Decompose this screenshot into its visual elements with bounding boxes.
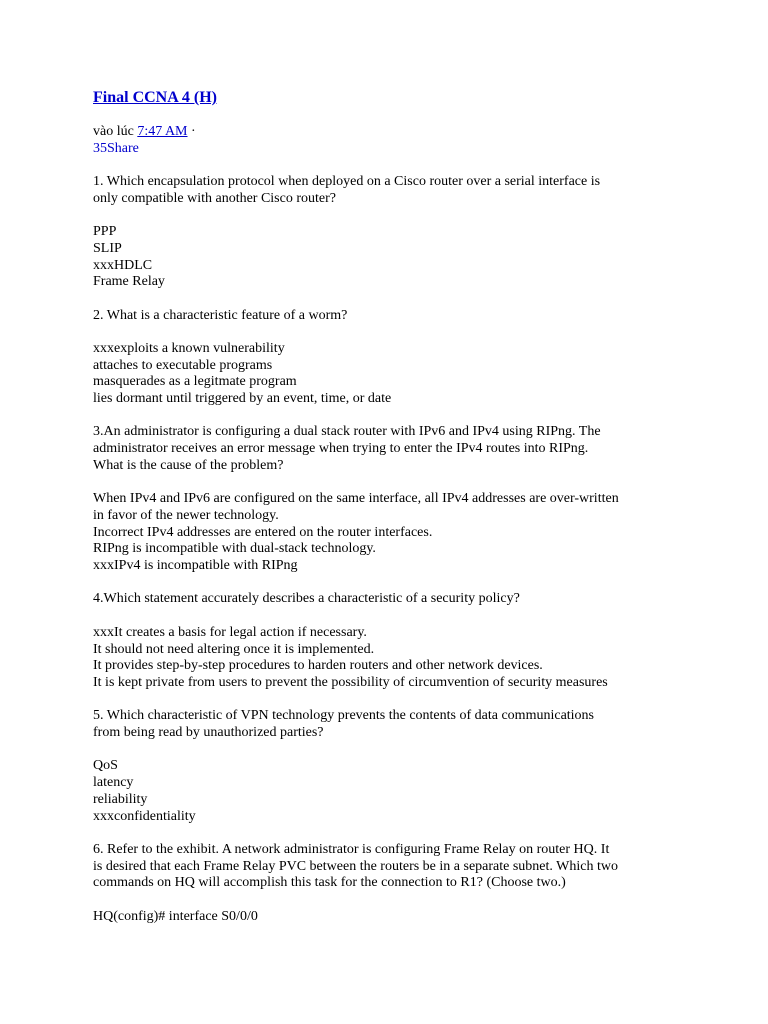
meta-prefix: vào lúc xyxy=(93,124,138,139)
share-link[interactable]: 35Share xyxy=(93,141,139,156)
text-line: 1. Which encapsulation protocol when deployed on a Cisco router over a serial interface is xyxy=(93,174,601,189)
content-block xyxy=(93,491,693,575)
content-block xyxy=(93,341,693,408)
text-line: is desired that each Frame Relay PVC between the routers be in a separate subnet. Which two xyxy=(93,858,618,874)
text-line: xxxconfidentiality xyxy=(93,808,196,824)
content-block xyxy=(93,708,693,741)
text-line: masquerades as a legitmate program xyxy=(93,374,297,390)
post-content xyxy=(93,174,693,942)
text-line: xxxIt creates a basis for legal action if necessary. xyxy=(93,624,367,640)
post-title-link[interactable]: Final CCNA 4 (H) xyxy=(93,89,217,106)
content-block xyxy=(93,308,693,325)
text-line: in favor of the newer technology. xyxy=(93,507,279,523)
text-line: latency xyxy=(93,775,134,791)
text-line: HQ(config)# interface S0/0/0 xyxy=(93,908,258,924)
text-line: attaches to executable programs xyxy=(93,357,273,373)
text-line: reliability xyxy=(93,791,148,807)
text-line: It provides step-by-step procedures to harden routers and other network devices. xyxy=(93,658,543,674)
text-line: commands on HQ will accomplish this task for the connection to R1? (Choose two.) xyxy=(93,875,566,891)
text-line: Incorrect IPv4 addresses are entered on the router interfaces. xyxy=(93,524,433,540)
text-line: It should not need altering once it is implemented. xyxy=(93,641,375,657)
text-line: xxxexploits a known vulnerability xyxy=(93,340,285,356)
text-line: SLIP xyxy=(93,240,122,256)
content-block xyxy=(93,909,693,926)
text-line: It is kept private from users to prevent the possibility of circumvention of security measures xyxy=(93,674,608,690)
text-line: When IPv4 and IPv6 are configured on the same interface, all IPv4 addresses are over-written xyxy=(93,491,619,507)
text-line: 4.Which statement accurately describes a characteristic of a security policy? xyxy=(93,591,520,607)
text-line: RIPng is incompatible with dual-stack technology. xyxy=(93,541,376,557)
text-line: Frame Relay xyxy=(93,274,165,290)
post-time-link[interactable]: 7:47 AM xyxy=(137,124,188,139)
content-block xyxy=(93,424,693,474)
text-line: lies dormant until triggered by an event, time, or date xyxy=(93,391,392,407)
content-block xyxy=(93,224,693,291)
text-line: 5. Which characteristic of VPN technology prevents the contents of data communications xyxy=(93,708,595,724)
text-line: 6. Refer to the exhibit. A network administrator is configuring Frame Relay on router HQ. It xyxy=(93,841,610,857)
post-meta xyxy=(93,123,196,140)
content-block xyxy=(93,625,693,692)
text-line: xxxHDLC xyxy=(93,257,153,273)
content-block xyxy=(93,591,693,608)
content-block xyxy=(93,174,693,207)
text-line: only compatible with another Cisco router? xyxy=(93,190,336,206)
content-block xyxy=(93,758,693,825)
text-line: xxxIPv4 is incompatible with RIPng xyxy=(93,558,298,574)
content-block xyxy=(93,842,693,892)
text-line: administrator receives an error message when trying to enter the IPv4 routes into RIPng. xyxy=(93,441,589,457)
text-line: PPP xyxy=(93,224,117,240)
meta-suffix: · xyxy=(187,124,196,139)
text-line: 3.An administrator is configuring a dual stack router with IPv6 and IPv4 using RIPng. The xyxy=(93,424,601,440)
text-line: What is the cause of the problem? xyxy=(93,457,284,473)
text-line: from being read by unauthorized parties? xyxy=(93,725,324,741)
text-line: QoS xyxy=(93,758,118,774)
text-line: 2. What is a characteristic feature of a worm? xyxy=(93,307,348,323)
